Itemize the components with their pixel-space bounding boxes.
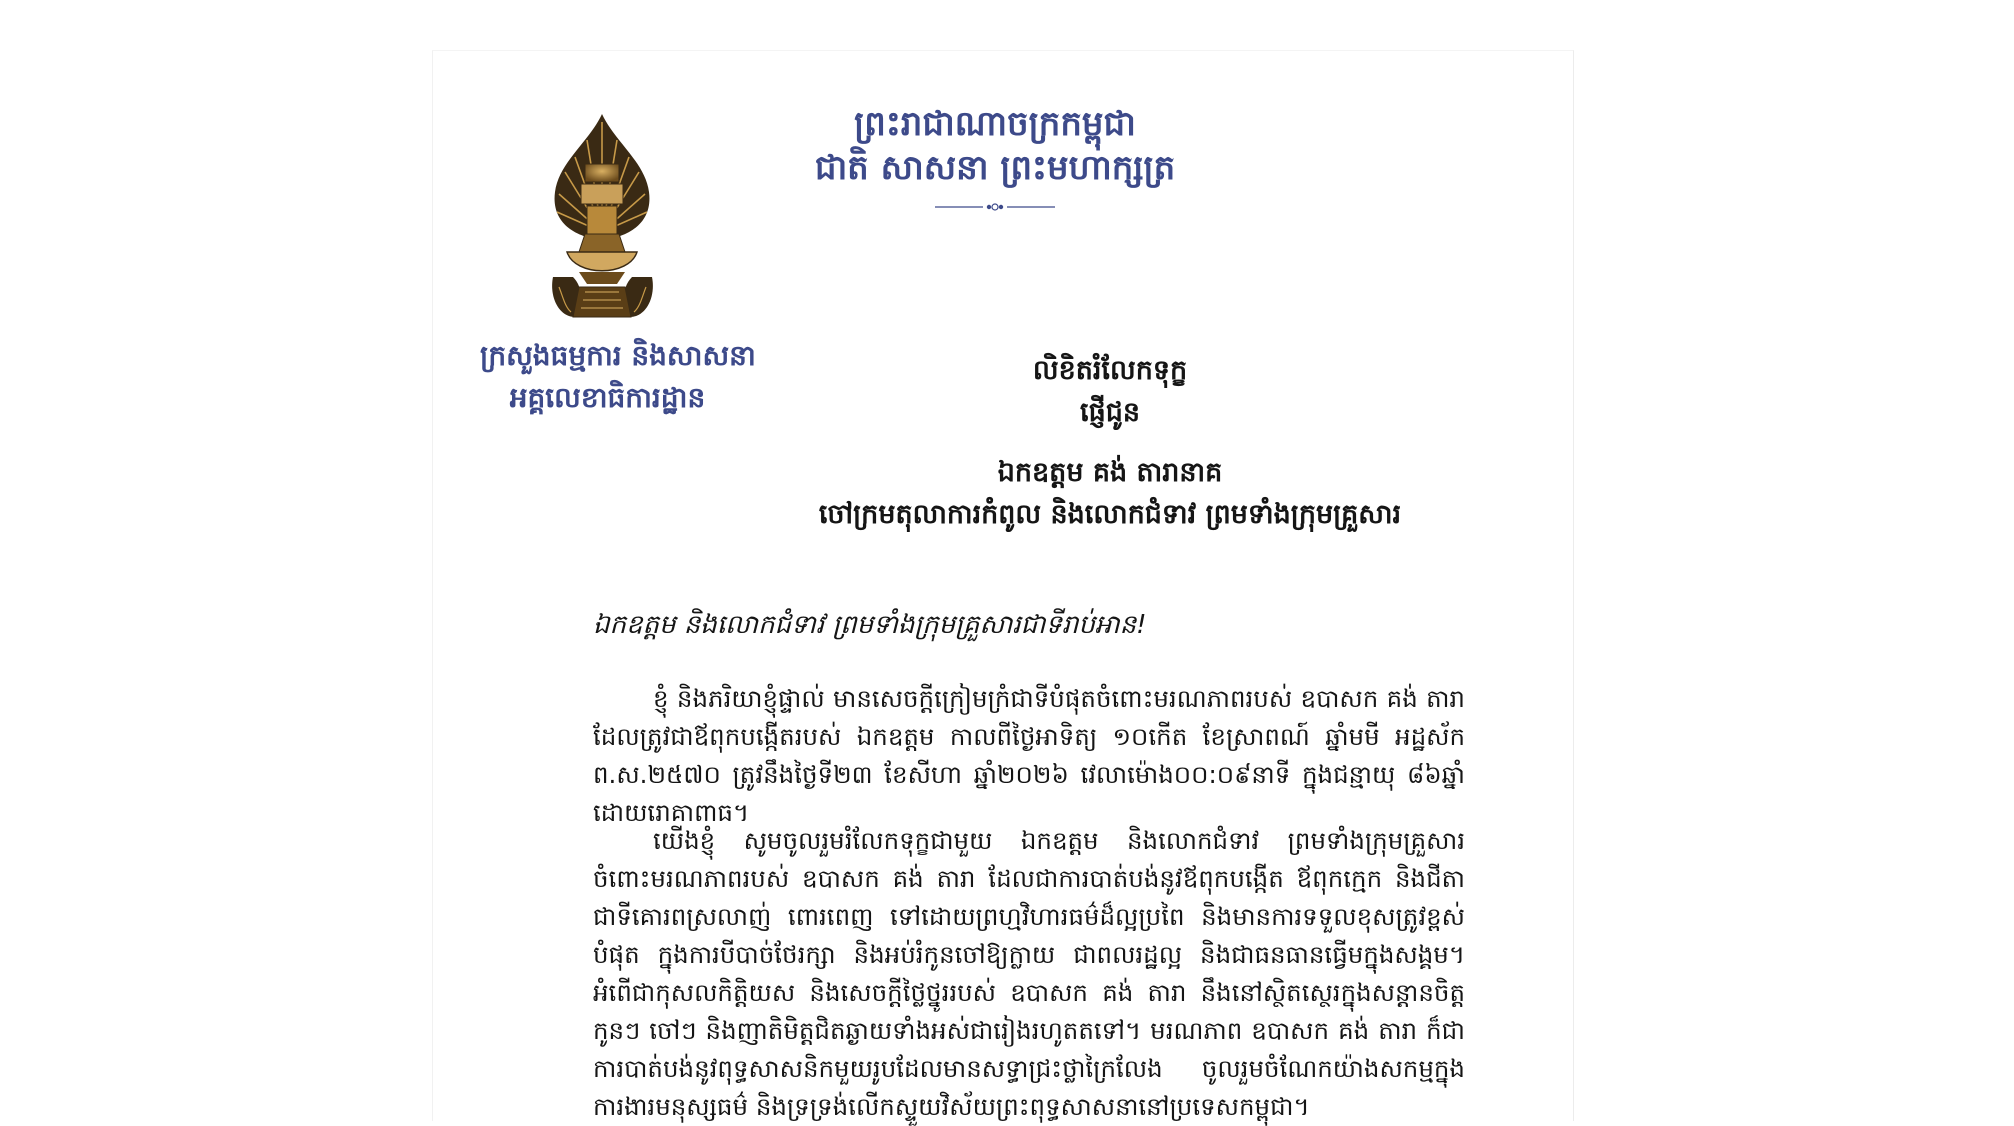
paragraph-text: យើងខ្ញុំ សូមចូលរួមរំលែកទុក្ខជាមួយ ឯកឧត្តម និងលោកជំទាវ ព្រមទាំងក្រុមគ្រួសារចំពោះមរណភាពរបស់ ឧបាសក គង់ តារា ដែលជាការបាត់បង់នូវឪពុកបង្កើត ឪពុកក្មេក និងជីតាជាទីគោរពស្រលាញ់ ពោរពេញ ទៅដោយព្រហ្មវិហារធម៌ដ៏ល្អប្រពៃ និងមានការទទួលខុសត្រូវខ្ពស់បំផុត ក្នុងការបីបាច់ថែរក្សា និងអប់រំកូនចៅឱ្យក្លាយ ជាពលរដ្ឋល្អ និងជាធនធានធ្វើមក្នុងសង្គម។ អំពើជាកុសលកិត្តិយស និងសេចក្តីថ្លៃថ្នូររបស់ ឧបាសក គង់ តារា នឹងនៅស្ថិតស្ថេរក្នុងសន្ដានចិត្តកូនៗ ចៅៗ និងញាតិមិត្តជិតឆ្ងាយទាំងអស់ជារៀងរហូតតទៅ។ មរណភាព ឧបាសក គង់ តារា ក៏ជាការបាត់បង់នូវពុទ្ធសាសនិកមួយរូបដែលមានសទ្ធាជ្រះថ្លាក្រៃលែង ចូលរួមចំណែកយ៉ាងសកម្មក្នុងការងារមនុស្សធម៌ និងទ្រទ្រង់លើកស្ទួយវិស័យព្រះពុទ្ធសាសនានៅប្រទេសកម្ពុជា។	[593, 826, 1465, 1121]
ministry-department: អគ្គលេខាធិការដ្ឋាន	[509, 381, 706, 414]
kingdom-header	[780, 102, 1210, 190]
letter-recipient-role: ចៅក្រមតុលាការកំពូល និងលោកជំទាវ ព្រមទាំងក្រុមគ្រួសារ	[818, 499, 1402, 530]
letter-salutation: ឯកឧត្តម និងលោកជំទាវ ព្រមទាំងក្រុមគ្រួសារជាទីរាប់អាន!	[593, 610, 1147, 640]
letter-title: លិខិតរំលែកទុក្ខ	[1032, 355, 1188, 386]
body-paragraph-2	[593, 822, 1465, 1126]
divider-ornament-icon	[935, 200, 1055, 214]
kingdom-name: ព្រះរាជាណាចក្រកម្ពុជា	[854, 104, 1136, 144]
kingdom-motto: ជាតិ សាសនា ព្រះមហាក្សត្រ	[814, 148, 1176, 188]
royal-emblem-icon	[545, 112, 660, 322]
paragraph-text: ខ្ញុំ និងភរិយាខ្ញុំផ្ទាល់ មានសេចក្តីក្រៀមក្រំជាទីបំផុតចំពោះមរណភាពរបស់ ឧបាសក គង់ តារា ដែលត្រូវជាឪពុកបង្កើតរបស់ ឯកឧត្តម កាលពីថ្ងៃអាទិត្យ ១០កើត ខែស្រាពណ៍ ឆ្នាំមមី អដ្ឋស័ក ព.ស.២៥៧០ ត្រូវនឹងថ្ងៃទី២៣ ខែសីហា ឆ្នាំ២០២៦ វេលាម៉ោង០០:០៩នាទី ក្នុងជន្មាយុ ៨៦ឆ្នាំ ដោយរោគាពាធ។	[593, 684, 1465, 827]
letter-heading	[560, 350, 1660, 536]
letter-sent-to: ផ្ញើជូន	[1080, 397, 1140, 428]
letter-recipient: ឯកឧត្តម គង់ តារានាគ	[997, 457, 1223, 488]
ministry-name: ក្រសួងធម្មការ និងសាសនា	[480, 339, 756, 372]
body-paragraph-1	[593, 680, 1465, 832]
